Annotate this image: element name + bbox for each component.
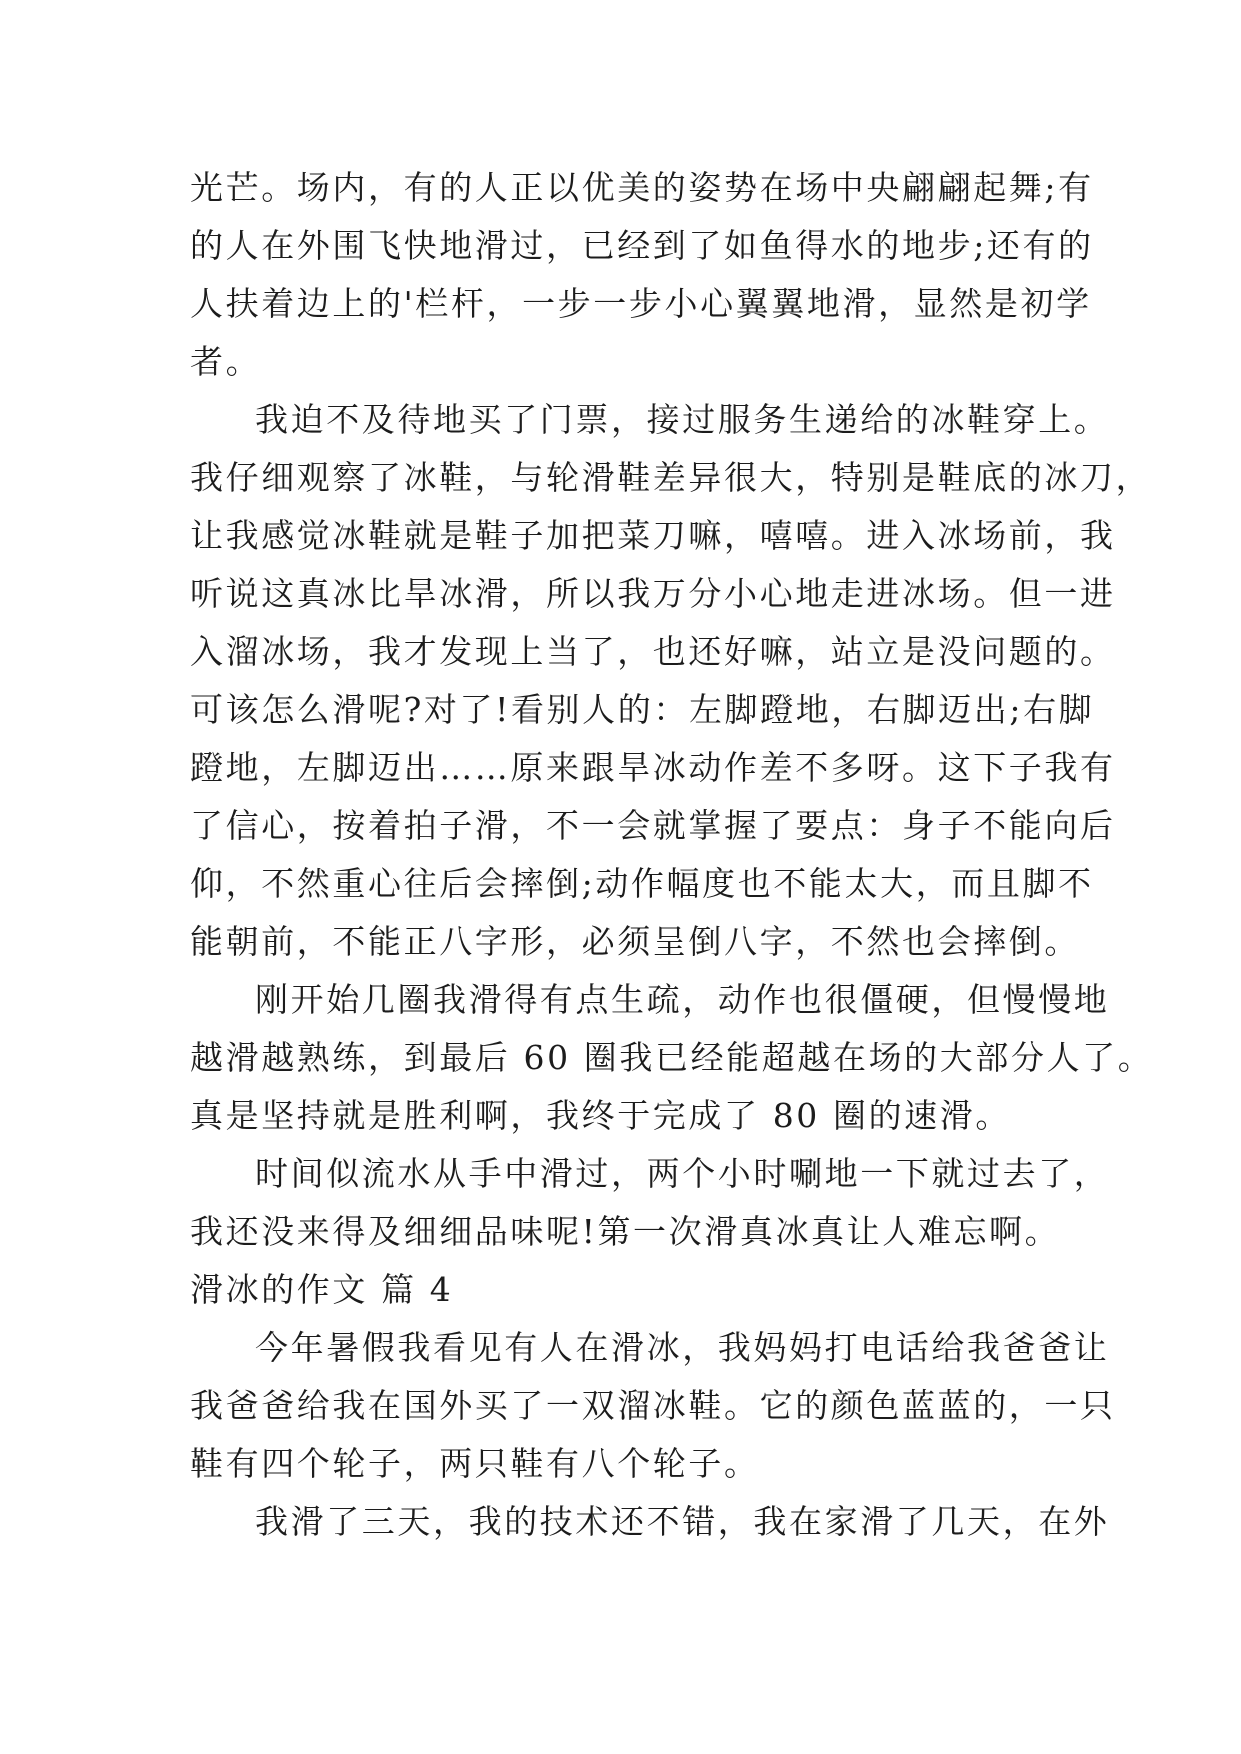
- text-line: 我还没来得及细细品味呢!第一次滑真冰真让人难忘啊。: [190, 1212, 1061, 1251]
- text-line: 能朝前，不能正八字形，必须呈倒八字，不然也会摔倒。: [190, 922, 1080, 961]
- text-line: 真是坚持就是胜利啊，我终于完成了 80 圈的速滑。: [190, 1096, 1011, 1135]
- paragraph-first-line: 我迫不及待地买了门票，接过服务生递给的冰鞋穿上。: [255, 400, 1110, 439]
- text-line: 我仔细观察了冰鞋，与轮滑鞋差异很大，特别是鞋底的冰刀，: [190, 458, 1152, 497]
- text-line: 仰，不然重心往后会摔倒;动作幅度也不能太大，而且脚不: [190, 864, 1094, 903]
- text-line: 让我感觉冰鞋就是鞋子加把菜刀嘛，嘻嘻。进入冰场前，我: [190, 516, 1116, 555]
- text-line: 蹬地，左脚迈出……原来跟旱冰动作差不多呀。这下子我有: [190, 748, 1116, 787]
- paragraph-first-line: 我滑了三天，我的技术还不错，我在家滑了几天，在外: [255, 1502, 1110, 1541]
- text-line: 者。: [190, 342, 262, 381]
- text-line: 的人在外围飞快地滑过，已经到了如鱼得水的地步;还有的: [190, 226, 1094, 265]
- text-line: 越滑越熟练，到最后 60 圈我已经能超越在场的大部分人了。: [190, 1038, 1154, 1077]
- text-line: 鞋有四个轮子，两只鞋有八个轮子。: [190, 1444, 760, 1483]
- section-heading: 滑冰的作文 篇 4: [190, 1270, 454, 1309]
- text-line: 光芒。场内，有的人正以优美的姿势在场中央翩翩起舞;有: [190, 168, 1094, 207]
- paragraph-first-line: 刚开始几圈我滑得有点生疏，动作也很僵硬，但慢慢地: [255, 980, 1110, 1019]
- text-line: 了信心，按着拍子滑，不一会就掌握了要点：身子不能向后: [190, 806, 1116, 845]
- text-line: 人扶着边上的'栏杆，一步一步小心翼翼地滑，显然是初学: [190, 284, 1092, 323]
- text-line: 我爸爸给我在国外买了一双溜冰鞋。它的颜色蓝蓝的，一只: [190, 1386, 1116, 1425]
- paragraph-first-line: 今年暑假我看见有人在滑冰，我妈妈打电话给我爸爸让: [255, 1328, 1110, 1367]
- text-line: 可该怎么滑呢?对了!看别人的：左脚蹬地，右脚迈出;右脚: [190, 690, 1095, 729]
- text-line: 听说这真冰比旱冰滑，所以我万分小心地走进冰场。但一进: [190, 574, 1116, 613]
- text-line: 入溜冰场，我才发现上当了，也还好嘛，站立是没问题的。: [190, 632, 1116, 671]
- paragraph-first-line: 时间似流水从手中滑过，两个小时唰地一下就过去了，: [255, 1154, 1110, 1193]
